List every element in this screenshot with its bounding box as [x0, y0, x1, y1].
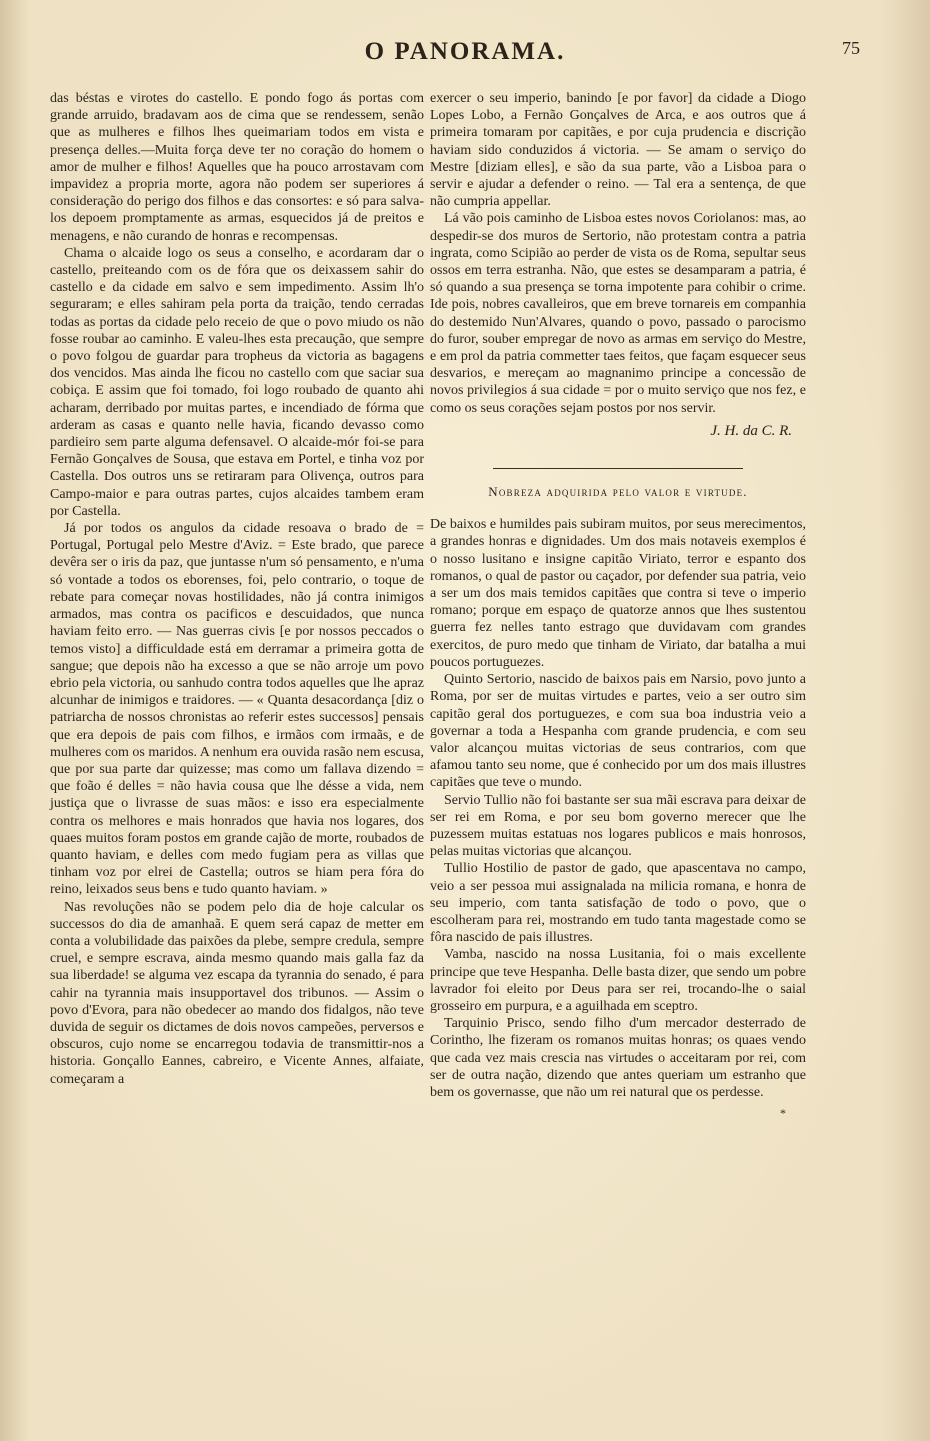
section-divider	[493, 468, 743, 469]
paragraph: exercer o seu imperio, banindo [e por favor] da cidade a Diogo Lopes Lobo, a Fernão Gonçalves de Arca, e aos outros que á primeira tomaram por capitães, e por cuja prudencia e discrição haviam sido conduzidos á victoria. — Se amam o serviço do Mestre [diziam elles], e são da sua parte, vão a Lisboa para o servir e ajudar a defender o reino. — Tal era a sentença, de que não cumpria appellar.	[430, 91, 806, 210]
page-number: 75	[842, 38, 860, 58]
paragraph: das béstas e virotes do castello. E pondo fogo ás portas com grande arruido, bradavam aos de cima que se rendessem, senão que as mulheres e filhos lhes queimariam todos em vista e presença delles.—Muita força deve ter no coração do homem o amor de mulher e filhos! Aquelles que ha pouco arrostavam com impavidez a propria morte, agora não podem ser superiores á consideração do perigo dos filhos e das consortes: e só para salva-los depoem promptamente as armas, esquecidos já de preitos e menagens, e não curando de honras e recompensas.	[50, 91, 424, 244]
paragraph: Servio Tullio não foi bastante ser sua mãi escrava para deixar de ser rei em Roma, e por seu bom governo merecer que lhe puzessem muitas estatuas nos logares publicos e mais honrosos, pelas muitas victorias que alcançou.	[430, 792, 806, 860]
footer-mark: *	[780, 1106, 786, 1121]
paragraph: Já por todos os angulos da cidade resoava o brado de = Portugal, Portugal pelo Mestre d'Aviz. = Este brado, que parece devêra ser o iris da paz, que juntasse n'um só pensamento, e n'uma só vontade a todos os eborenses, foi, pelo contrario, o toque de rebate para começar novas hostilidades, não já contra inimigos armados, mas contra os pacificos e descuidados, que nunca haviam feito erro. — Nas guerras civis [e por nossos peccados o temos visto] a difficuldade está em derramar a primeira gotta de sangue; que depois não ha excesso a que se não arroje um povo ebrio pela victoria, ou sanhudo contra todos aquelles que lhe apraz alcunhar de inimigos e traidores. — « Quanta desacordança [diz o patriarcha de nossos chronistas ao referir estes successos] pensais que era depois de pais com filhos, e irmãos com irmaãs, e de mulheres com os maridos. A nenhum era ouvida rasão nem escusa, que por sua parte dar quizesse; mas como um fallava dizendo = que foão é delles = não havia cousa que lhe désse a vida, nem justiça que o livrasse de suas mãos: e isso era especialmente contra os melhores e mais honrados que havia nos logares, dos quaes muitos foram postos em grande cajão de morte, roubados de quanto haviam, e delles com medo fugiam pera as villas que tinham voz por elrei de Castella; outros se hiam pera fóra do reino, leixados seus bens e tudo quanto haviam. »	[50, 521, 425, 898]
right-column	[430, 90, 806, 1122]
publication-title: O PANORAMA.	[364, 38, 566, 65]
paragraph: Nas revoluções não se podem pelo dia de hoje calcular os successos do dia de amanhaã. E quem será capaz de metter em conta a volubilidade das paixões da plebe, sempre credula, sempre cruel, e sempre escrava, ainda mesmo quando mais galla faz da sua liberdade! se alguma vez escapa da tyrannia do senado, é para cahir na tyrannia mais insupportavel dos tribunos. — Assim o povo d'Evora, para não obedecer ao mando dos fidalgos, não teve duvida de seguir os dictames de dois novos campeões, perversos e obscuros, cujo nome se encarregou todavia de transmittir-nos a historia. Gonçallo Eannes, cabreiro, e Vicente Annes, alfaiate, começaram a	[50, 899, 424, 1087]
paragraph: Vamba, nascido na nossa Lusitania, foi o mais excellente principe que teve Hespanha. Delle basta dizer, que sendo um pobre lavrador foi eleito por Deus para ser rei, trocando-lhe o saial grosseiro em purpura, e a aguilhada em sceptro.	[430, 947, 806, 1014]
left-column	[50, 90, 424, 1088]
paragraph: De baixos e humildes pais subiram muitos, por seus merecimentos, a grandes honras e dignidades. Um dos mais notaveis exemplos é o nosso lusitano e insigne capitão Viriato, terror e espanto dos romanos, o qual de pastor ou caçador, por defender sua patria, veio a ser um dos mais temidos capitães que contra si teve o imperio romano; porque em espaço de quatorze annos que lhes sustentou guerra fez nelles tanto estrago que duvidavam com grandes exercitos, de puro medo que tinham de Viriato, dar batalha a mui poucos portuguezes.	[430, 517, 806, 670]
section-title: Nobreza adquirida pelo valor e virtude.	[488, 484, 748, 500]
paragraph: Lá vão pois caminho de Lisboa estes novos Coriolanos: mas, ao despedir-se dos muros de Sertorio, não protestam contra a patria ingrata, como Scipião ao perder de vista os de Roma, sepultar seus ossos em terra estranha. Não, que estes se desamparam a patria, é só quando a sua presença se torna impotente para cohibir o crime. Ide pois, nobres cavalleiros, que em breve tornareis em companhia do destemido Nun'Alvares, quando o povo, passado o parocismo do furor, souber empregar de novo as armas em serviço do Mestre, e em prol da patria commetter taes feitos, que façam esquecer seus desvarios, e mereçam ao magnanimo principe a concessão de novos privilegios á sua cidade = por o muito serviço que nos fez, e como os seus corações sejam postos por nos servir.	[430, 211, 806, 416]
paragraph: Chama o alcaide logo os seus a conselho, e acordaram dar o castello, preiteando com os de fóra que os deixassem sahir do castello e da cidade em salvo e sem impedimento. Assim lh'o seguraram; e elles sahiram pela porta da traição, tendo cerradas todas as portas da cidade pelo receio de que o povo miudo os não fosse roubar ao caminho. E valeu-lhes esta precaução, que sempre o povo folgou de guardar para tropheus da victoria as bagagens dos vencidos. Mas ainda lhe ficou no castello com que saciar sua cobiça. E assim que foi tomado, foi logo roubado de quanto ahi acharam, derribado por muitas partes, e incendiado de fórma que arderam as casas e quanto nelle havia, ficando devasso como pardieiro sem parte alguma defensavel. O alcaide-mór foi-se para Fernão Gonçalves de Sousa, que estava em Portel, e tinha voz por Castella. Dos outros uns se retiraram para Olivença, outros para Campo-maior e para outras partes, cujos alcaides tambem eram por Castella.	[50, 245, 424, 519]
paragraph: Quinto Sertorio, nascido de baixos pais em Narsio, povo junto a Roma, por ser de muitas virtudes e partes, veio a ser outro sim capitão geral dos portuguezes, e com sua boa industria veio a governar a toda a Hespanha com grande prudencia, e com seu valor alcançou muitas victorias de seus contrarios, com que afamou tanto seu nome, que é conhecido por um dos mais illustres capitães que teve o mundo.	[430, 672, 806, 791]
paragraph: Tullio Hostilio de pastor de gado, que apascentava no campo, veio a ser pessoa mui assignalada na milicia romana, e honra de seu imperio, com tanta satisfação de todo o povo, que o escolheram para rei, mostrando em tudo tanta magestade como se fôra nascido de pais illustres.	[430, 861, 806, 946]
paragraph: Tarquinio Prisco, sendo filho d'um mercador desterrado de Corintho, lhe fizeram os romanos muitas honras; os quaes vendo que cada vez mais crescia nas virtudes o acceitaram por rei, com ser de outra nação, dizendo que antes queriam um estranho que bem os governasse, que não um rei natural que os perdesse.	[430, 1016, 806, 1100]
page-header	[0, 38, 930, 74]
author-signature: J. H. da C. R.	[710, 422, 792, 439]
